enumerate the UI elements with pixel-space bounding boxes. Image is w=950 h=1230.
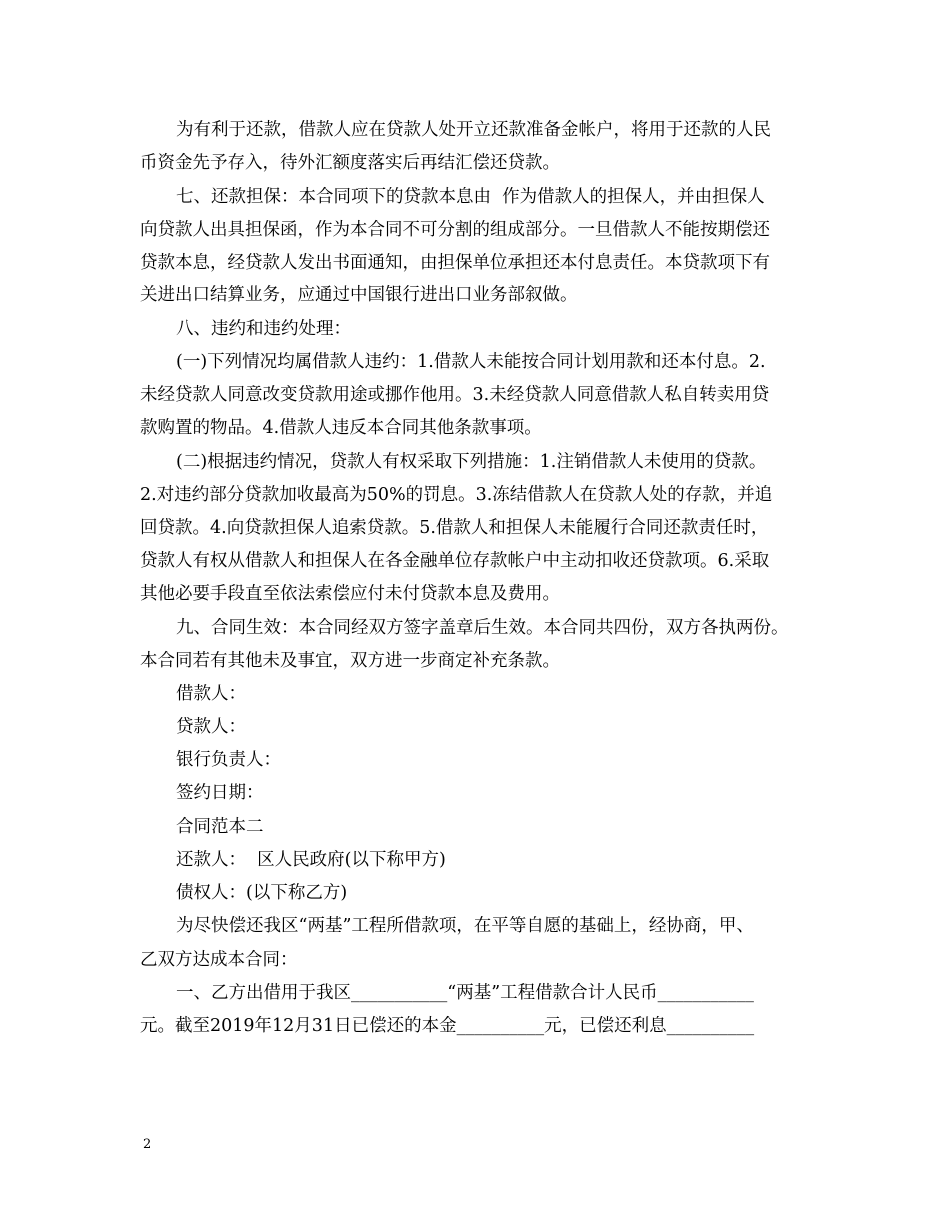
body-line: 一、乙方出借用于我区___________“两基”工程借款合计人民币___________ (176, 983, 754, 1003)
body-line: 七、还款担保：本合同项下的贷款本息由 作为借款人的担保人，并由担保人 (176, 187, 765, 207)
body-line: (一)下列情况均属借款人违约：1.借款人未能按合同计划用款和还本付息。2. (176, 352, 766, 372)
page-number: 2 (143, 1137, 152, 1152)
body-line: 元。截至2019年12月31日已偿还的本金__________元，已偿还利息__________ (140, 1016, 755, 1036)
signature-field-date: 签约日期： (176, 783, 264, 803)
body-line: 贷款本息，经贷款人发出书面通知，由担保单位承担还本付息责任。本贷款项下有 (140, 253, 770, 273)
body-line: 九、合同生效：本合同经双方签字盖章后生效。本合同共四份，双方各执两份。 (176, 618, 789, 638)
party-repayer: 还款人： 区人民政府(以下称甲方) (176, 850, 446, 870)
section-heading: 八、违约和违约处理： (176, 319, 351, 339)
party-creditor: 债权人：(以下称乙方) (176, 883, 348, 903)
body-line: 乙双方达成本合同： (140, 950, 298, 970)
signature-field-bank-officer: 银行负责人： (176, 750, 281, 770)
body-line: (二)根据违约情况，贷款人有权采取下列措施：1.注销借款人未使用的贷款。 (176, 452, 767, 472)
body-line: 向贷款人出具担保函，作为本合同不可分割的组成部分。一旦借款人不能按期偿还 (140, 220, 770, 240)
body-line: 其他必要手段直至依法索偿应付未付贷款本息及费用。 (140, 584, 560, 604)
signature-field-borrower: 借款人： (176, 684, 246, 704)
body-line: 回贷款。4.向贷款担保人追索贷款。5.借款人和担保人未能履行合同还款责任时， (140, 518, 769, 538)
body-line: 关进出口结算业务，应通过中国银行进出口业务部叙做。 (140, 285, 578, 305)
body-line: 为尽快偿还我区“两基”工程所借款项，在平等自愿的基础上，经协商，甲、 (176, 916, 754, 936)
body-line: 2.对违约部分贷款加收最高为50%的罚息。3.冻结借款人在贷款人处的存款，并追 (140, 485, 773, 505)
body-line: 未经贷款人同意改变贷款用途或挪作他用。3.未经贷款人同意借款人私自转卖用贷 (140, 385, 770, 405)
signature-field-lender: 贷款人： (176, 717, 246, 737)
body-line: 为有利于还款，借款人应在贷款人处开立还款准备金帐户，将用于还款的人民 (176, 120, 771, 140)
body-line: 本合同若有其他未及事宜，双方进一步商定补充条款。 (140, 651, 560, 671)
body-line: 款购置的物品。4.借款人违反本合同其他条款事项。 (140, 418, 542, 438)
body-line: 贷款人有权从借款人和担保人在各金融单位存款帐户中主动扣收还贷款项。6.采取 (140, 551, 770, 571)
section-title: 合同范本二 (176, 817, 264, 837)
body-line: 币资金先予存入，待外汇额度落实后再结汇偿还贷款。 (140, 153, 560, 173)
